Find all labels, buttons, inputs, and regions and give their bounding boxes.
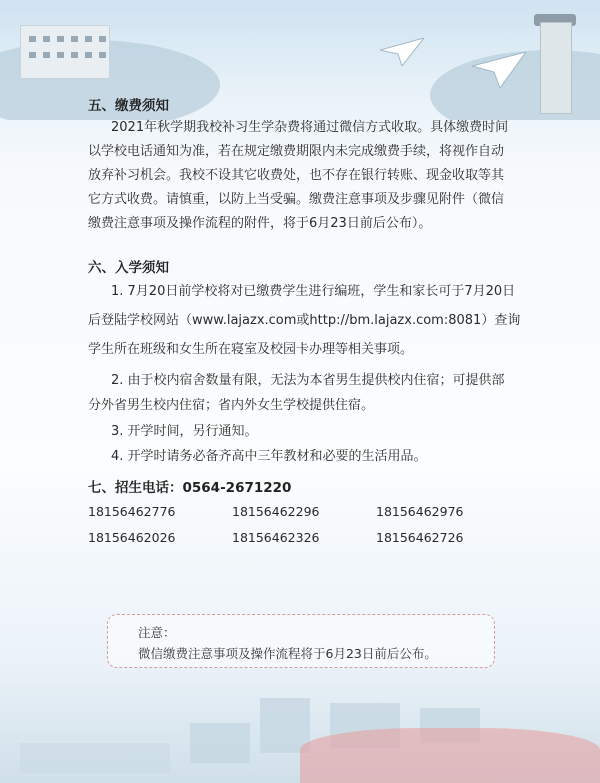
paragraph-line: 后登陆学校网站（www.lajazx.com或http://bm.lajazx.com:8081）查询 [88,313,521,328]
section-heading-phone: 七、招生电话：0564-2671220 [88,480,292,496]
paper-plane-icon [472,52,526,88]
paper-plane-icon [380,38,424,66]
notice-title: 注意： [138,625,176,640]
phone-number: 18156462726 [376,530,464,545]
notice-text: 微信缴费注意事项及操作流程将于6月23日前后公布。 [138,646,437,661]
paragraph-line: 放弃补习机会。我校不设其它收费处，也不存在银行转账、现金收取等其 [88,168,505,183]
phone-number: 18156462776 [88,504,176,519]
paragraph-line: 以学校电话通知为准，若在规定缴费期限内未完成缴费手续，将视作自动 [88,144,505,159]
paragraph-line: 2. 由于校内宿舍数量有限，无法为本省男生提供校内住宿；可提供部 [111,373,505,388]
paragraph-line: 4. 开学时请务必备齐高中三年教材和必要的生活用品。 [111,449,427,464]
paragraph-line: 3. 开学时间，另行通知。 [111,424,258,439]
phone-number: 18156462326 [232,530,320,545]
tower-illustration [540,22,572,114]
paragraph-line: 它方式收费。请慎重，以防上当受骗。缴费注意事项及步骤见附件（微信 [88,192,505,207]
paragraph-line: 1. 7月20日前学校将对已缴费学生进行编班，学生和家长可于7月20日 [111,284,516,299]
phone-number: 18156462026 [88,530,176,545]
paragraph-line: 学生所在班级和女生所在寝室及校园卡办理等相关事项。 [88,342,414,357]
section-heading-payment: 五、缴费须知 [88,98,169,114]
phone-number: 18156462296 [232,504,320,519]
paragraph-line: 缴费注意事项及操作流程的附件，将于6月23日前后公布）。 [88,216,432,231]
paragraph-line: 分外省男生校内住宿；省内外女生学校提供住宿。 [88,398,375,413]
school-building-illustration [20,25,110,79]
notice-box [107,614,495,668]
section-heading-enrollment: 六、入学须知 [88,260,169,276]
phone-number: 18156462976 [376,504,464,519]
paragraph-line: 2021年秋学期我校补习生学杂费将通过微信方式收取。具体缴费时间 [111,120,509,135]
running-track-illustration [300,728,600,783]
